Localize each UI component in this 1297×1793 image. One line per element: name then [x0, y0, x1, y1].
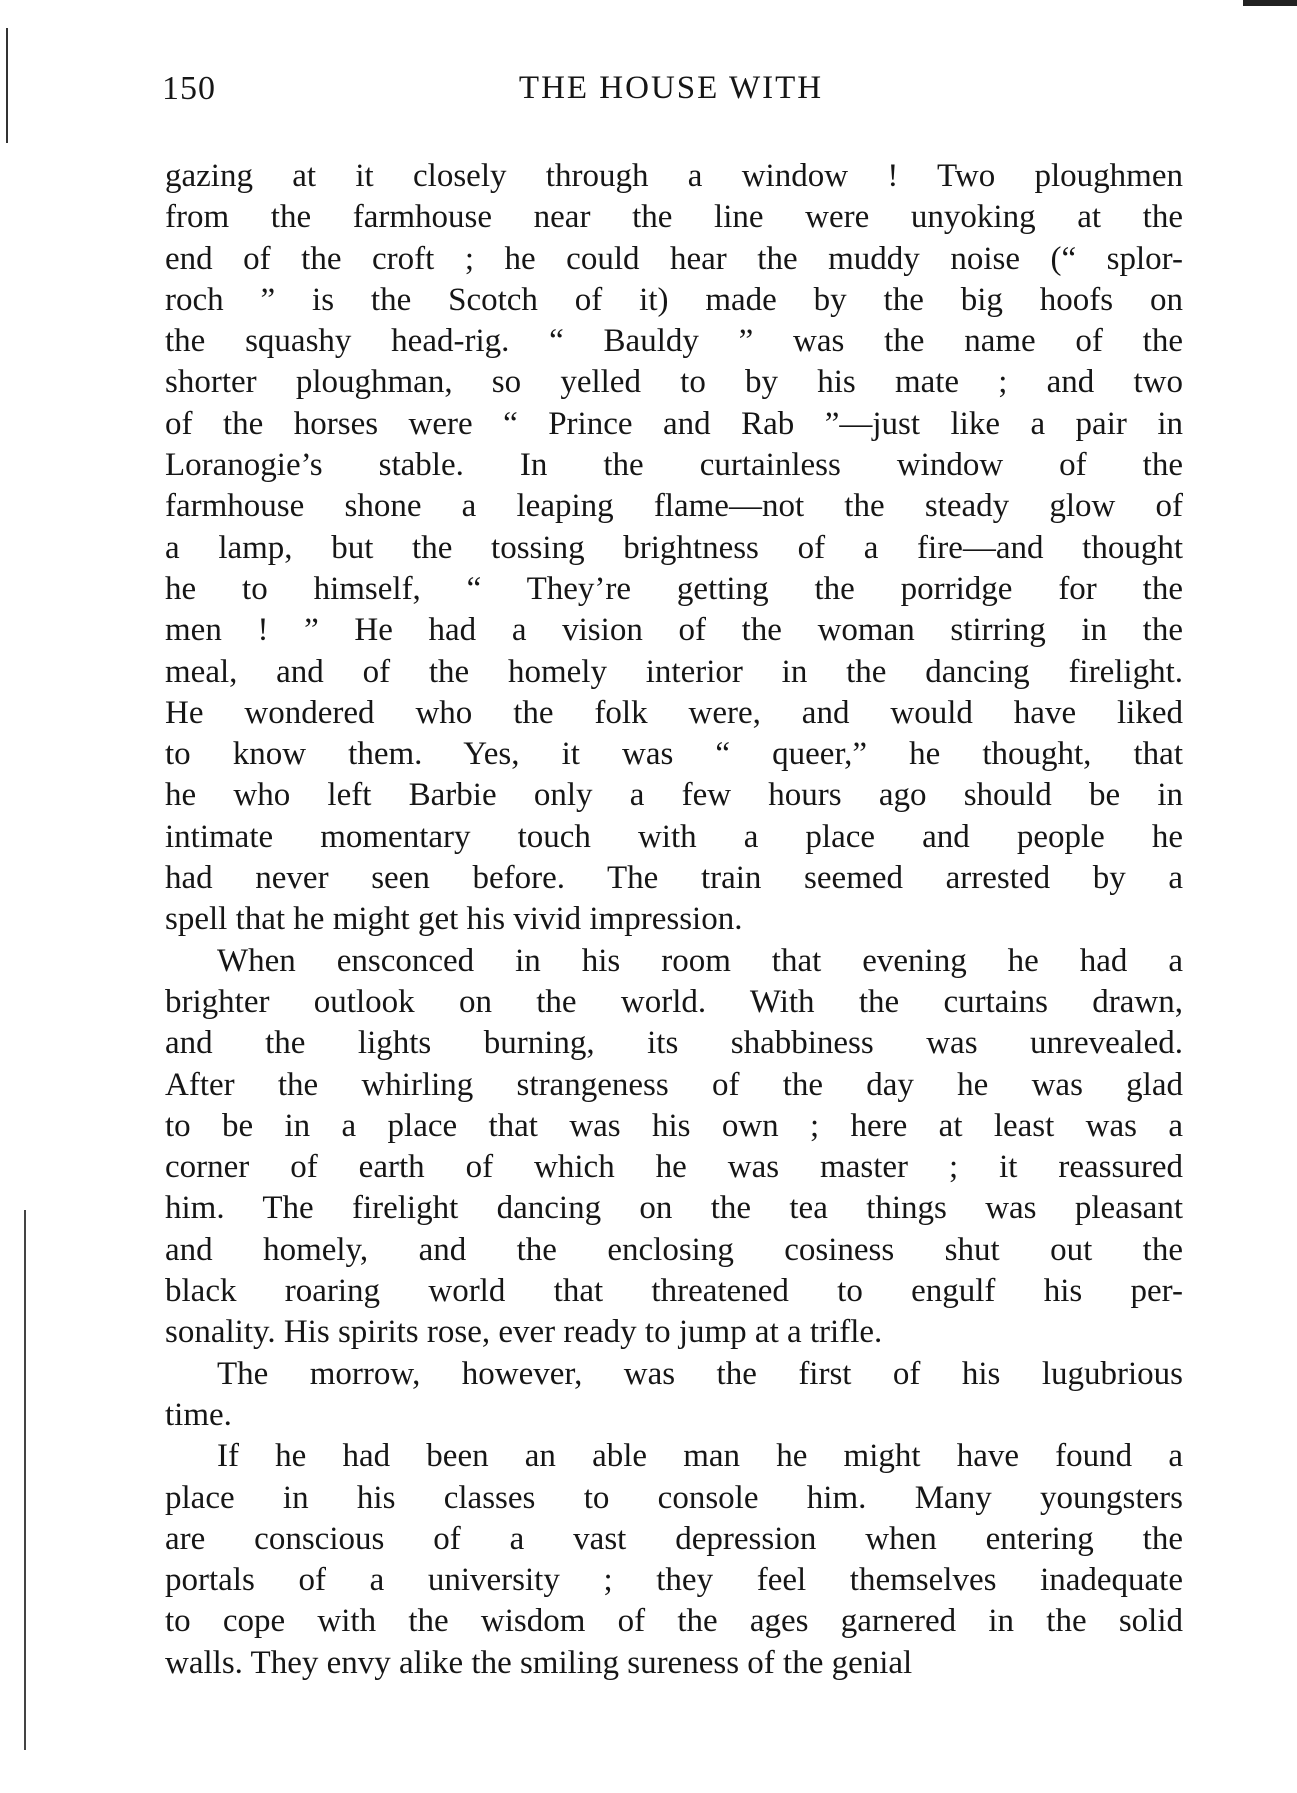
text-line: time.	[165, 1396, 232, 1433]
text-line: brighter outlook on the world. With the curtains drawn,	[165, 983, 1183, 1020]
text-line: place in his classes to console him. Many youngsters	[165, 1479, 1183, 1516]
text-line: portals of a university ; they feel themselves inadequate	[165, 1562, 1183, 1599]
text-line: If he had been an able man he might have found a	[217, 1438, 1183, 1475]
text-line: he to himself, “ They’re getting the porridge for the	[165, 570, 1183, 607]
text-line: The morrow, however, was the first of his lugubrious	[217, 1355, 1183, 1392]
text-line: end of the croft ; he could hear the muddy noise (“ splor-	[165, 240, 1183, 277]
text-line: him. The firelight dancing on the tea things was pleasant	[165, 1190, 1183, 1227]
paragraph	[165, 156, 1183, 941]
text-line: to be in a place that was his own ; here at least was a	[165, 1107, 1183, 1144]
text-line: Loranogie’s stable. In the curtainless window of the	[165, 447, 1183, 484]
text-line: meal, and of the homely interior in the dancing firelight.	[165, 653, 1183, 690]
text-line: When ensconced in his room that evening he had a	[217, 942, 1183, 979]
text-line: corner of earth of which he was master ; it reassured	[165, 1149, 1183, 1186]
scan-edge-line	[24, 1210, 26, 1750]
text-line: gazing at it closely through a window ! Two ploughmen	[165, 158, 1183, 194]
text-line: a lamp, but the tossing brightness of a fire—and thought	[165, 529, 1183, 566]
text-line: He wondered who the folk were, and would have liked	[165, 694, 1183, 731]
text-line: of the horses were “ Prince and Rab ”—just like a pair in	[165, 405, 1183, 442]
running-head	[162, 70, 1180, 120]
text-line: spell that he might get his vivid impression.	[165, 901, 743, 938]
text-line: After the whirling strangeness of the day he was glad	[165, 1066, 1183, 1103]
scan-edge-line	[6, 28, 8, 143]
paragraph	[165, 1436, 1183, 1684]
body-text	[165, 156, 1183, 1684]
text-line: men ! ” He had a vision of the woman stirring in the	[165, 612, 1183, 649]
text-line: had never seen before. The train seemed arrested by a	[165, 860, 1183, 897]
running-title: THE HOUSE WITH	[518, 70, 824, 106]
text-line: he who left Barbie only a few hours ago should be in	[165, 777, 1183, 814]
page-number: 150	[162, 70, 216, 107]
text-line: from the farmhouse near the line were unyoking at the	[165, 199, 1183, 236]
text-line: farmhouse shone a leaping flame—not the steady glow of	[165, 488, 1183, 525]
text-line: to cope with the wisdom of the ages garnered in the solid	[165, 1603, 1183, 1640]
scan-edge-mark	[1243, 0, 1297, 6]
text-line: intimate momentary touch with a place and people he	[165, 818, 1183, 855]
paragraph	[165, 1354, 1183, 1437]
text-line: shorter ploughman, so yelled to by his mate ; and two	[165, 364, 1183, 401]
text-line: and the lights burning, its shabbiness was unrevealed.	[165, 1025, 1183, 1062]
text-line: to know them. Yes, it was “ queer,” he thought, that	[165, 736, 1183, 773]
paragraph	[165, 941, 1183, 1354]
text-line: are conscious of a vast depression when entering the	[165, 1520, 1183, 1557]
text-line: the squashy head-rig. “ Bauldy ” was the name of the	[165, 323, 1183, 360]
text-line: roch ” is the Scotch of it) made by the big hoofs on	[165, 281, 1183, 318]
text-line: walls. They envy alike the smiling sureness of the genial	[165, 1644, 913, 1681]
text-line: and homely, and the enclosing cosiness shut out the	[165, 1231, 1183, 1268]
text-line: sonality. His spirits rose, ever ready to jump at a trifle.	[165, 1314, 883, 1351]
text-line: black roaring world that threatened to engulf his per-	[165, 1273, 1183, 1310]
